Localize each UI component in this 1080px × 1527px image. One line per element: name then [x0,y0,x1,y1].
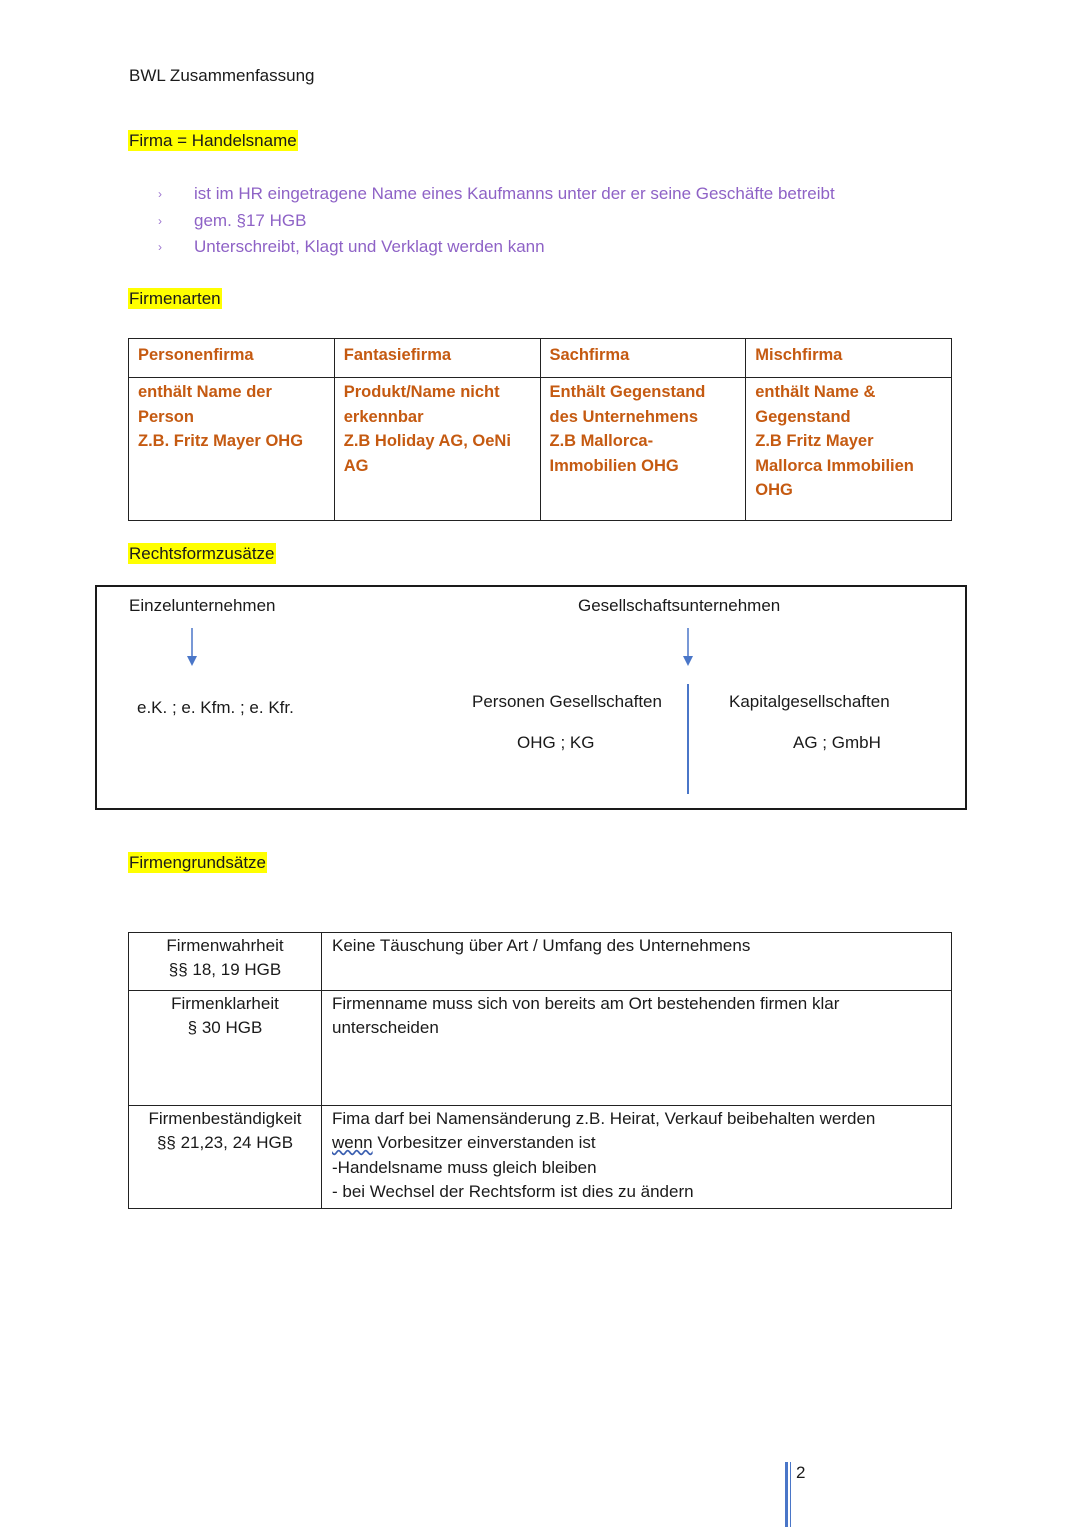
bullet-chevron-icon: › [158,213,162,228]
column-header: Mischfirma [746,339,952,378]
column-header: Personenfirma [129,339,335,378]
table-cell: Produkt/Name nicht erkennbar Z.B Holiday AG, OeNi AG [334,378,540,521]
arrow-down-icon [682,628,694,668]
column-header: Fantasiefirma [334,339,540,378]
personengesellschaften-value: OHG ; KG [517,733,595,752]
principle-description: Firmenname muss sich von bereits am Ort bestehenden firmen klar unterscheiden [322,991,952,1106]
bullet-chevron-icon: › [158,187,162,201]
table-row [129,1106,952,1209]
vertical-divider [687,684,689,794]
definition-list [158,181,958,261]
section-title-rechtsformzusaetze [128,543,276,565]
einzelunternehmen-value: e.K. ; e. Kfm. ; e. Kfr. [137,698,294,717]
highlighted-heading: Firmengrundsätze [129,853,267,872]
table-cell: enthält Name & Gegenstand Z.B Fritz Mayer Mallorca Immobilien OHG [746,378,952,521]
section-title-firma [128,130,298,152]
spellcheck-underlined-word: wenn [332,1133,373,1153]
list-item: › gem. §17 HGB [158,208,958,235]
page-number-bar [785,1462,788,1527]
table-header-row [129,339,952,378]
table-cell: Enthält Gegenstand des Unternehmens Z.B Mallorca- Immobilien OHG [540,378,746,521]
kapitalgesellschaften-heading: Kapitalgesellschaften [729,692,890,711]
table-cell: enthält Name der Person Z.B. Fritz Mayer OHG [129,378,335,521]
arrow-down-icon [186,628,198,668]
principle-description: Fima darf bei Namensänderung z.B. Heirat, Verkauf beibehalten werden wenn Vorbesitzer einverstanden ist -Handelsname muss gleich bleiben - bei Wechsel der Rechtsform ist dies zu ändern [322,1106,952,1209]
principle-description: Keine Täuschung über Art / Umfang des Unternehmens [322,933,952,991]
kapitalgesellschaften-value: AG ; GmbH [793,733,881,752]
highlighted-heading: Firma = Handelsname [129,131,297,150]
gesellschaftsunternehmen-heading: Gesellschaftsunternehmen [578,596,781,615]
section-title-firmengrundsaetze [128,852,267,874]
table-row [129,933,952,991]
principle-label: Firmenwahrheit §§ 18, 19 HGB [129,933,322,991]
einzelunternehmen-heading: Einzelunternehmen [129,596,276,615]
highlighted-heading: Firmenarten [129,289,221,308]
section-title-firmenarten [128,288,222,310]
firmenarten-table [128,338,952,521]
firmengrundsaetze-table [128,932,952,1209]
page-number-bar [790,1462,791,1527]
page-number: 2 [796,1463,806,1482]
personengesellschaften-heading: Personen Gesellschaften [472,692,662,711]
rechtsform-diagram-box [95,585,967,810]
principle-label: Firmenbeständigkeit §§ 21,23, 24 HGB [129,1106,322,1209]
table-row [129,378,952,521]
list-item: › Unterschreibt, Klagt und Verklagt werden kann [158,234,958,261]
list-item: › ist im HR eingetragene Name eines Kaufmanns unter der er seine Geschäfte betreibt [158,181,958,208]
column-header: Sachfirma [540,339,746,378]
highlighted-heading: Rechtsformzusätze [129,544,275,563]
table-row [129,991,952,1106]
principle-label: Firmenklarheit § 30 HGB [129,991,322,1106]
document-header: BWL Zusammenfassung [129,66,315,85]
bullet-chevron-icon: › [158,240,162,254]
